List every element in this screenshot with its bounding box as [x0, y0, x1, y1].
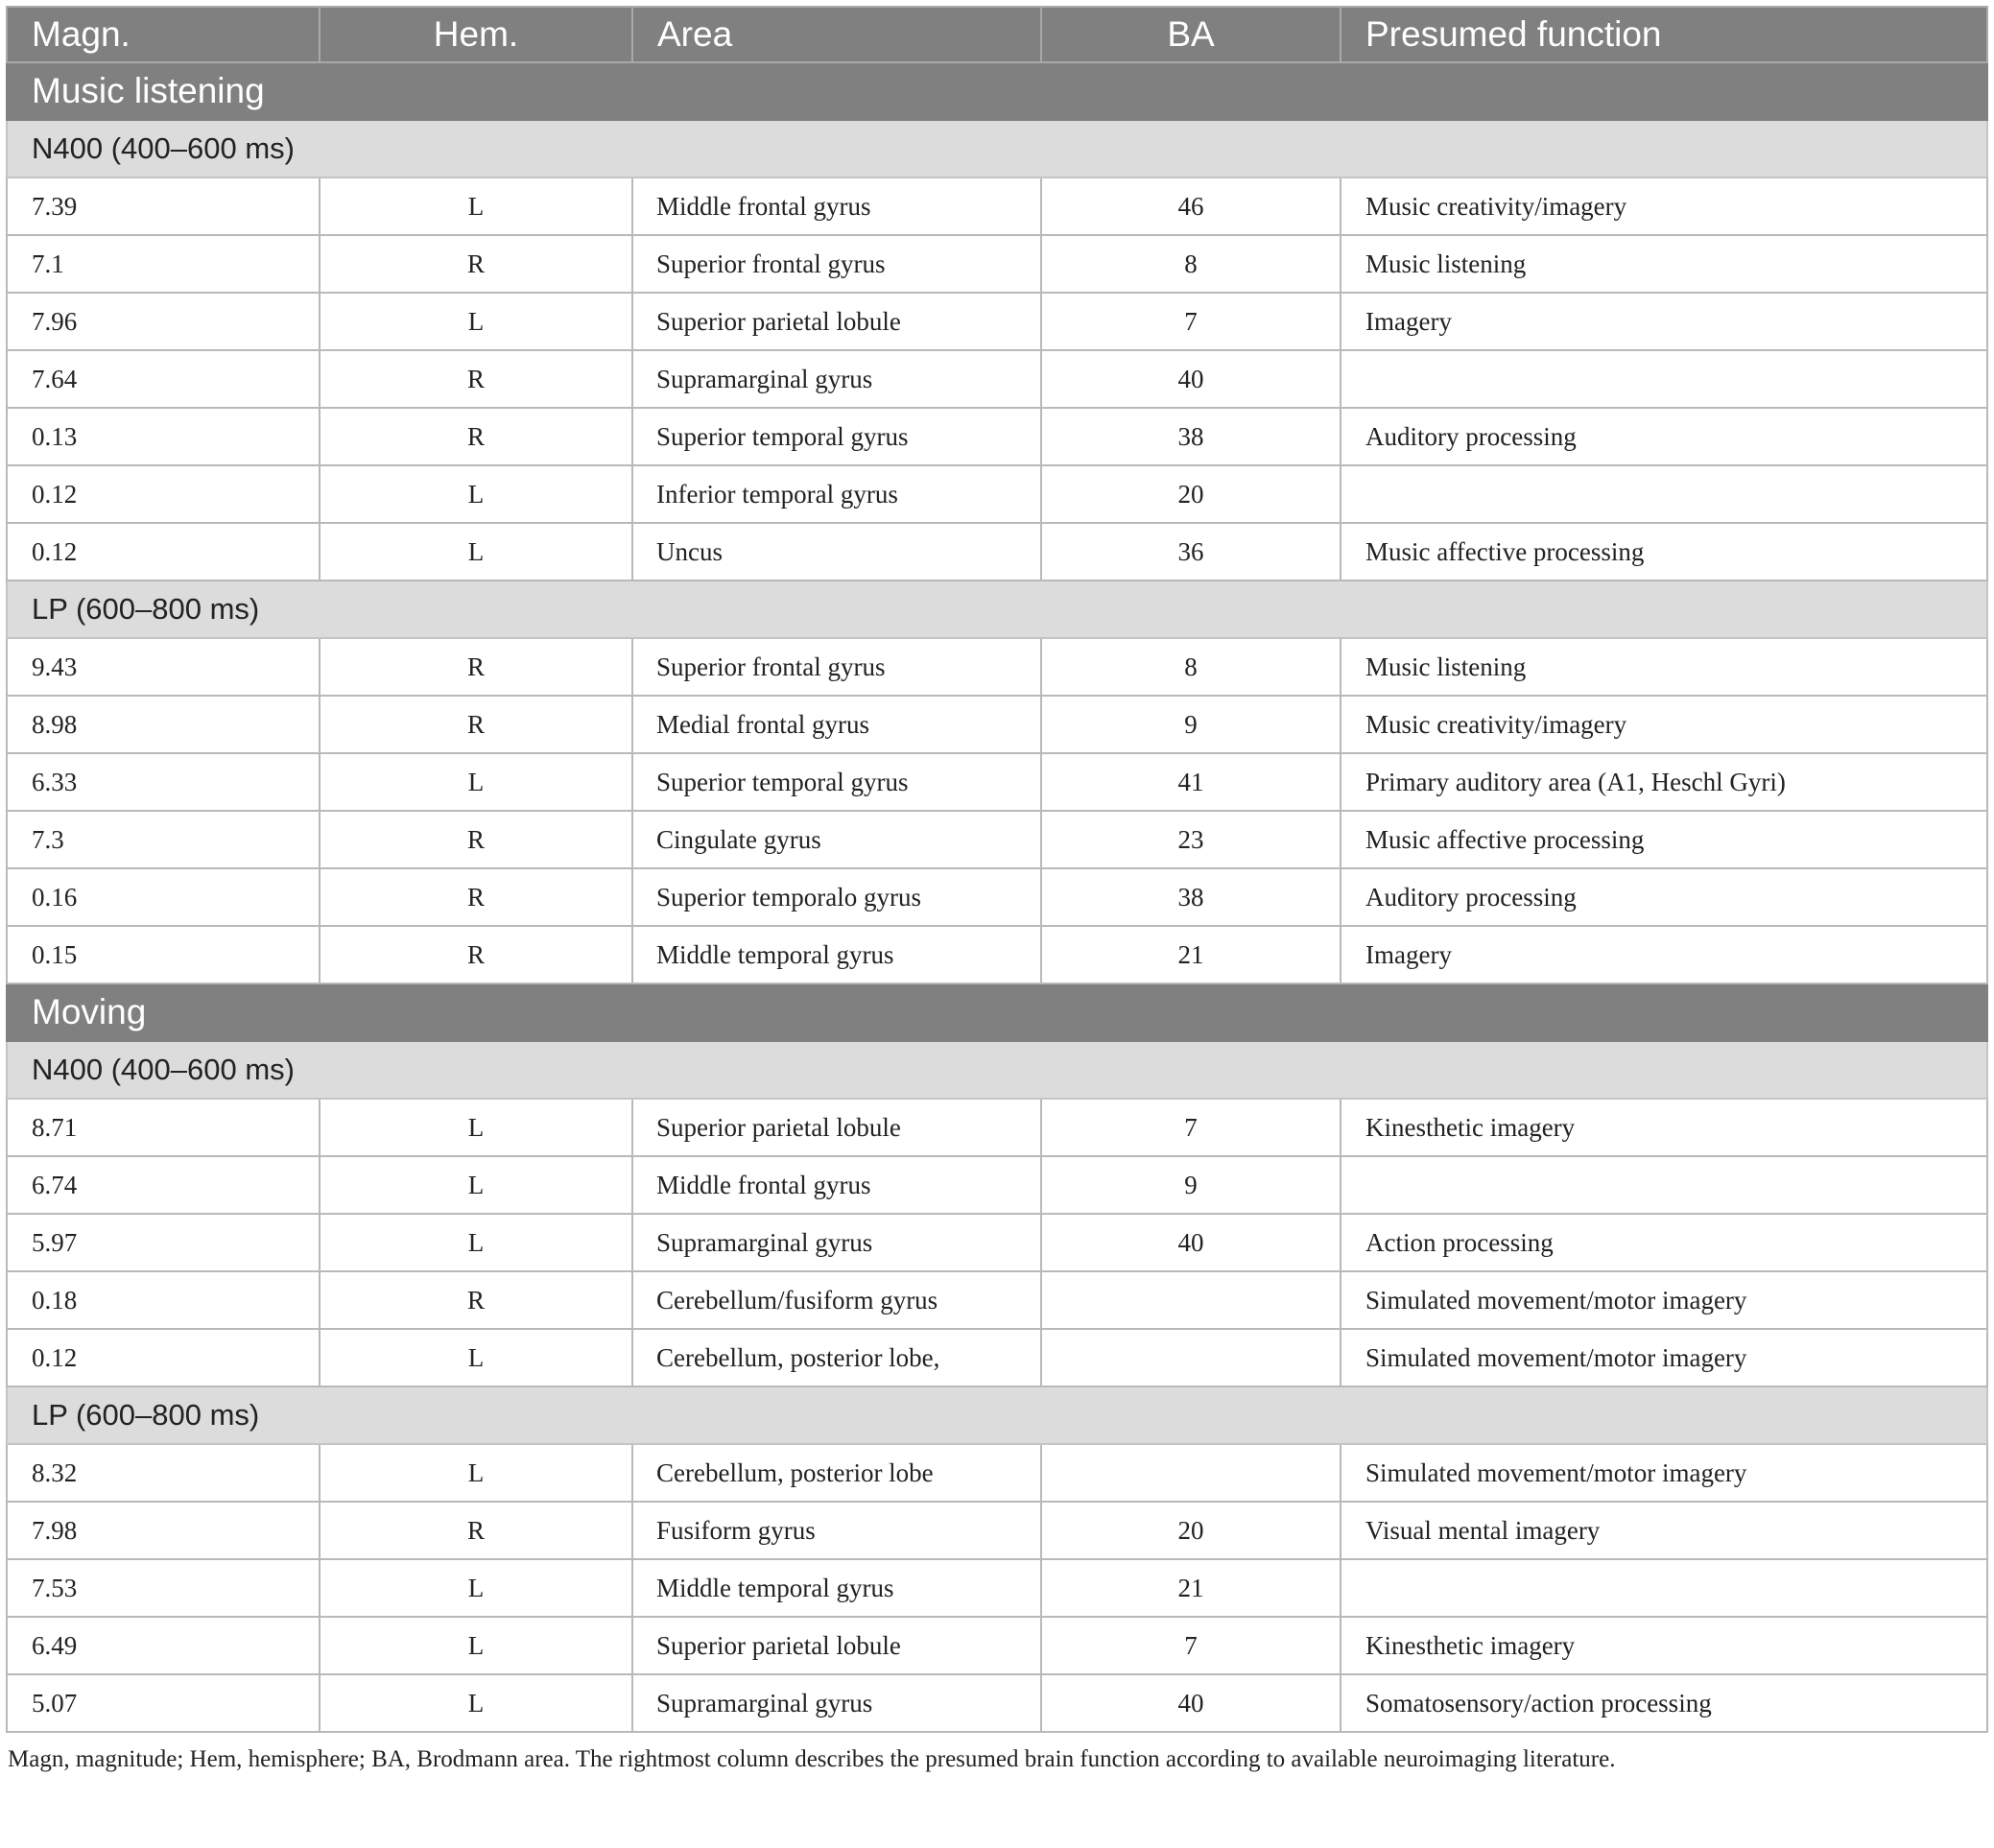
table-row [7, 1674, 1987, 1732]
cell-hemisphere: L [320, 1444, 632, 1502]
cell-hemisphere: L [320, 465, 632, 523]
table-row [7, 1444, 1987, 1502]
cell-hemisphere: L [320, 1329, 632, 1386]
cell-area: Cingulate gyrus [632, 811, 1041, 868]
cell-magnitude: 7.64 [7, 350, 320, 408]
table-body [7, 62, 1987, 1732]
column-header-hemisphere: Hem. [320, 7, 632, 62]
cell-area: Supramarginal gyrus [632, 1214, 1041, 1271]
table-row [7, 926, 1987, 983]
cell-ba: 23 [1041, 811, 1341, 868]
subsection-title: LP (600–800 ms) [7, 580, 1987, 638]
cell-hemisphere: R [320, 811, 632, 868]
cell-ba: 9 [1041, 696, 1341, 753]
subsection-title: LP (600–800 ms) [7, 1386, 1987, 1444]
cell-function: Imagery [1341, 926, 1987, 983]
cell-hemisphere: L [320, 1214, 632, 1271]
table-row [7, 465, 1987, 523]
cell-ba: 20 [1041, 465, 1341, 523]
table-row [7, 811, 1987, 868]
cell-ba: 7 [1041, 1617, 1341, 1674]
cell-ba: 20 [1041, 1502, 1341, 1559]
cell-function: Music creativity/imagery [1341, 178, 1987, 235]
cell-function: Simulated movement/motor imagery [1341, 1271, 1987, 1329]
cell-area: Superior temporal gyrus [632, 408, 1041, 465]
cell-area: Superior frontal gyrus [632, 235, 1041, 293]
cell-magnitude: 8.71 [7, 1099, 320, 1156]
cell-magnitude: 0.12 [7, 523, 320, 580]
cell-function: Music affective processing [1341, 523, 1987, 580]
cell-function: Kinesthetic imagery [1341, 1099, 1987, 1156]
table-row [7, 408, 1987, 465]
cell-area: Superior temporal gyrus [632, 753, 1041, 811]
document [6, 6, 1986, 1773]
cell-function: Simulated movement/motor imagery [1341, 1329, 1987, 1386]
column-header-function: Presumed function [1341, 7, 1987, 62]
table-footnote: Magn, magnitude; Hem, hemisphere; BA, Brodmann area. The rightmost column describes the presumed brain function according to available neuroimaging literature. [8, 1746, 1616, 1772]
cell-ba [1041, 1271, 1341, 1329]
table-row [7, 350, 1987, 408]
cell-ba: 7 [1041, 1099, 1341, 1156]
table-row [7, 1329, 1987, 1386]
cell-hemisphere: R [320, 1502, 632, 1559]
cell-hemisphere: L [320, 293, 632, 350]
cell-function: Auditory processing [1341, 408, 1987, 465]
cell-hemisphere: L [320, 523, 632, 580]
cell-function: Imagery [1341, 293, 1987, 350]
cell-magnitude: 7.39 [7, 178, 320, 235]
cell-area: Cerebellum, posterior lobe, [632, 1329, 1041, 1386]
column-header-magnitude: Magn. [7, 7, 320, 62]
section-header-row [7, 62, 1987, 120]
cell-area: Superior frontal gyrus [632, 638, 1041, 696]
cell-hemisphere: R [320, 235, 632, 293]
cell-function: Music creativity/imagery [1341, 696, 1987, 753]
cell-area: Supramarginal gyrus [632, 350, 1041, 408]
cell-area: Medial frontal gyrus [632, 696, 1041, 753]
cell-hemisphere: L [320, 753, 632, 811]
cell-magnitude: 6.33 [7, 753, 320, 811]
table-row [7, 293, 1987, 350]
cell-function: Kinesthetic imagery [1341, 1617, 1987, 1674]
cell-ba: 38 [1041, 868, 1341, 926]
results-table [6, 6, 1988, 1733]
cell-magnitude: 6.74 [7, 1156, 320, 1214]
cell-ba: 40 [1041, 350, 1341, 408]
cell-magnitude: 6.49 [7, 1617, 320, 1674]
cell-magnitude: 0.16 [7, 868, 320, 926]
cell-area: Middle temporal gyrus [632, 1559, 1041, 1617]
column-header-area: Area [632, 7, 1041, 62]
cell-magnitude: 8.32 [7, 1444, 320, 1502]
subsection-header-row [7, 580, 1987, 638]
table-row [7, 1502, 1987, 1559]
cell-ba: 36 [1041, 523, 1341, 580]
cell-hemisphere: R [320, 1271, 632, 1329]
cell-function [1341, 350, 1987, 408]
cell-hemisphere: L [320, 1559, 632, 1617]
cell-magnitude: 0.13 [7, 408, 320, 465]
cell-function: Somatosensory/action processing [1341, 1674, 1987, 1732]
table-row [7, 638, 1987, 696]
cell-magnitude: 8.98 [7, 696, 320, 753]
cell-magnitude: 0.12 [7, 1329, 320, 1386]
cell-area: Supramarginal gyrus [632, 1674, 1041, 1732]
subsection-header-row [7, 120, 1987, 178]
cell-area: Superior parietal lobule [632, 1617, 1041, 1674]
cell-area: Superior parietal lobule [632, 293, 1041, 350]
subsection-title: N400 (400–600 ms) [7, 1041, 1987, 1099]
table-row [7, 1559, 1987, 1617]
cell-function: Music listening [1341, 235, 1987, 293]
cell-function: Simulated movement/motor imagery [1341, 1444, 1987, 1502]
cell-hemisphere: L [320, 1099, 632, 1156]
table-row [7, 1271, 1987, 1329]
table-row [7, 1617, 1987, 1674]
cell-ba: 7 [1041, 293, 1341, 350]
cell-hemisphere: R [320, 868, 632, 926]
cell-hemisphere: L [320, 1156, 632, 1214]
column-header-ba: BA [1041, 7, 1341, 62]
cell-function [1341, 1559, 1987, 1617]
table-row [7, 696, 1987, 753]
cell-hemisphere: L [320, 1674, 632, 1732]
cell-magnitude: 5.97 [7, 1214, 320, 1271]
subsection-header-row [7, 1386, 1987, 1444]
table-row [7, 523, 1987, 580]
cell-hemisphere: R [320, 408, 632, 465]
cell-function: Primary auditory area (A1, Heschl Gyri) [1341, 753, 1987, 811]
table-header-row [7, 7, 1987, 62]
section-title: Music listening [7, 62, 1987, 120]
cell-area: Middle frontal gyrus [632, 178, 1041, 235]
cell-magnitude: 0.12 [7, 465, 320, 523]
cell-magnitude: 7.96 [7, 293, 320, 350]
table-row [7, 868, 1987, 926]
cell-ba: 21 [1041, 926, 1341, 983]
cell-function: Auditory processing [1341, 868, 1987, 926]
cell-function: Music affective processing [1341, 811, 1987, 868]
cell-function [1341, 465, 1987, 523]
cell-area: Uncus [632, 523, 1041, 580]
cell-area: Inferior temporal gyrus [632, 465, 1041, 523]
cell-ba: 40 [1041, 1214, 1341, 1271]
table-row [7, 1156, 1987, 1214]
cell-ba: 21 [1041, 1559, 1341, 1617]
cell-area: Superior parietal lobule [632, 1099, 1041, 1156]
section-title: Moving [7, 983, 1987, 1041]
cell-ba: 38 [1041, 408, 1341, 465]
cell-area: Superior temporalo gyrus [632, 868, 1041, 926]
cell-area: Middle frontal gyrus [632, 1156, 1041, 1214]
subsection-title: N400 (400–600 ms) [7, 120, 1987, 178]
cell-ba: 9 [1041, 1156, 1341, 1214]
section-header-row [7, 983, 1987, 1041]
cell-area: Middle temporal gyrus [632, 926, 1041, 983]
cell-magnitude: 9.43 [7, 638, 320, 696]
cell-ba [1041, 1329, 1341, 1386]
table-row [7, 235, 1987, 293]
cell-function: Visual mental imagery [1341, 1502, 1987, 1559]
cell-hemisphere: R [320, 638, 632, 696]
table-row [7, 1099, 1987, 1156]
cell-magnitude: 5.07 [7, 1674, 320, 1732]
cell-function [1341, 1156, 1987, 1214]
cell-magnitude: 0.18 [7, 1271, 320, 1329]
cell-hemisphere: R [320, 350, 632, 408]
subsection-header-row [7, 1041, 1987, 1099]
cell-magnitude: 7.98 [7, 1502, 320, 1559]
cell-area: Cerebellum, posterior lobe [632, 1444, 1041, 1502]
cell-magnitude: 7.1 [7, 235, 320, 293]
cell-magnitude: 0.15 [7, 926, 320, 983]
cell-ba: 41 [1041, 753, 1341, 811]
cell-area: Fusiform gyrus [632, 1502, 1041, 1559]
cell-magnitude: 7.53 [7, 1559, 320, 1617]
cell-ba: 8 [1041, 235, 1341, 293]
cell-ba: 8 [1041, 638, 1341, 696]
cell-ba [1041, 1444, 1341, 1502]
table-row [7, 753, 1987, 811]
table-row [7, 178, 1987, 235]
cell-ba: 46 [1041, 178, 1341, 235]
cell-ba: 40 [1041, 1674, 1341, 1732]
table-row [7, 1214, 1987, 1271]
cell-hemisphere: L [320, 178, 632, 235]
cell-hemisphere: R [320, 926, 632, 983]
cell-area: Cerebellum/fusiform gyrus [632, 1271, 1041, 1329]
cell-function: Music listening [1341, 638, 1987, 696]
cell-hemisphere: L [320, 1617, 632, 1674]
cell-function: Action processing [1341, 1214, 1987, 1271]
cell-hemisphere: R [320, 696, 632, 753]
cell-magnitude: 7.3 [7, 811, 320, 868]
